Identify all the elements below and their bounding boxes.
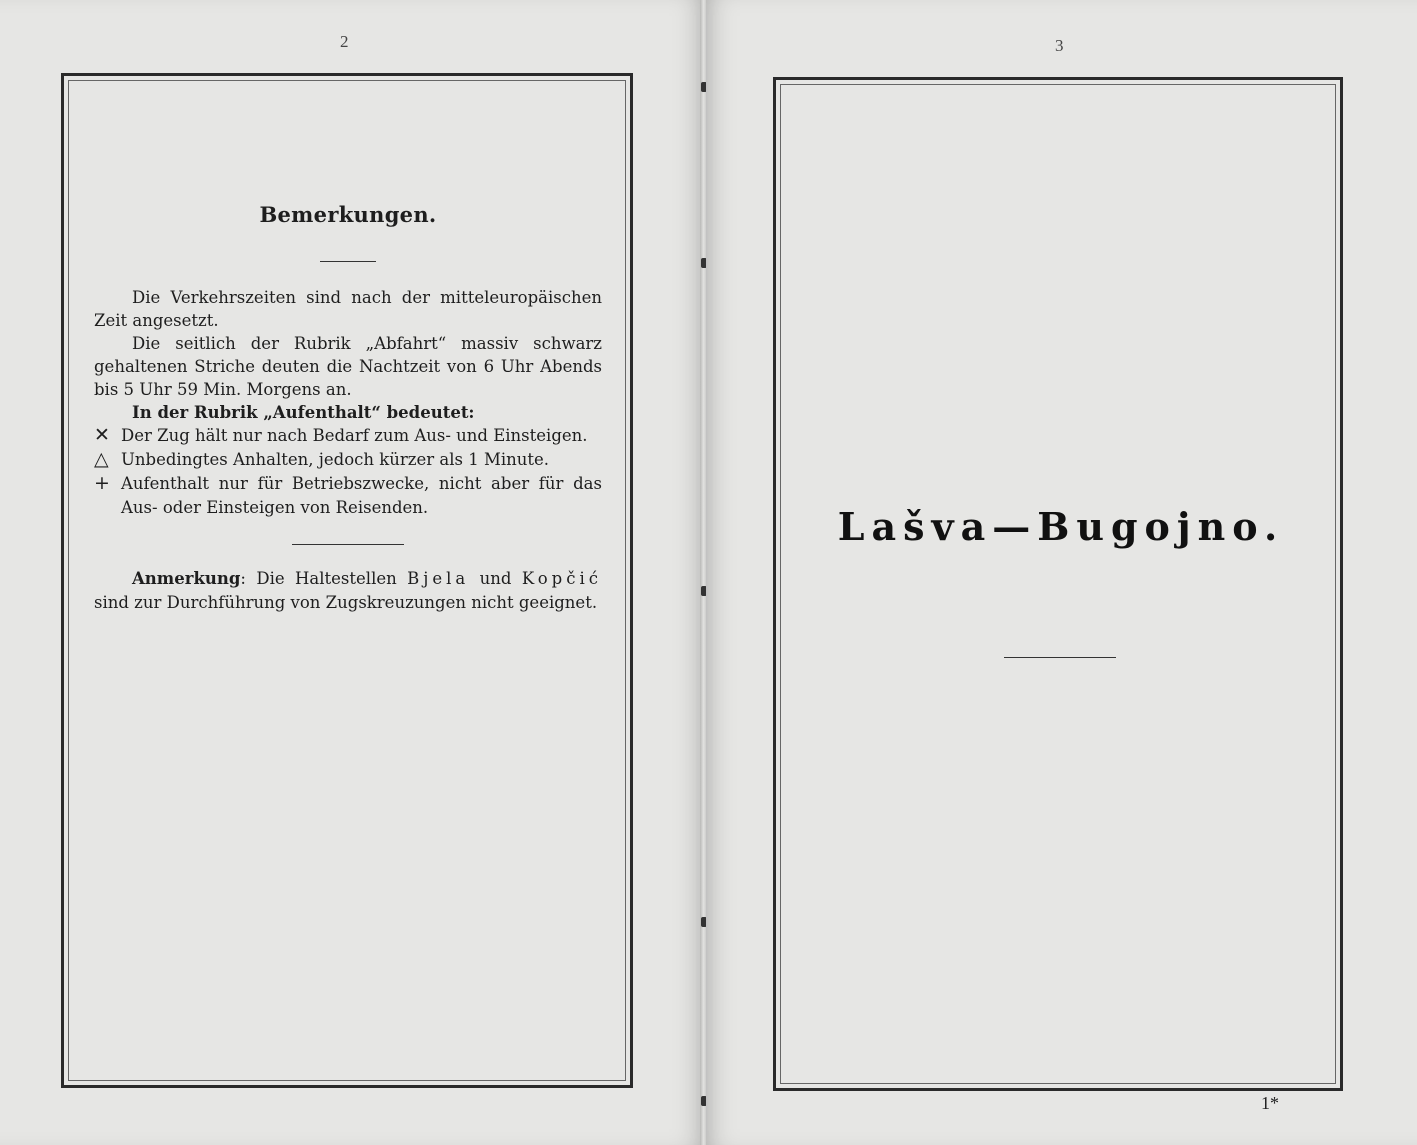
mark-definition-text: Unbedingtes Anhalten, jedoch kürzer als 1 Minute. [121, 450, 550, 469]
note-text-2: und [469, 569, 522, 588]
right-page-inner-frame [780, 84, 1336, 1084]
note-stop-bjela: Bjela [407, 569, 470, 588]
route-title: Lašva—Bugojno. [837, 504, 1285, 549]
remarks-heading: Bemerkungen. [259, 202, 437, 227]
right-page [706, 0, 1417, 1145]
note-paragraph [94, 567, 602, 615]
mark-definition-short-stop [94, 448, 602, 472]
remarks-section [94, 202, 602, 615]
right-page-frame [773, 77, 1343, 1091]
mark-definition-operational-stop [94, 472, 602, 520]
plus-mark-icon: + [94, 472, 110, 494]
cross-mark-icon: ✕ [94, 424, 110, 446]
remarks-paragraph-1: Die Verkehrszeiten sind nach der mitteleuropäischen Zeit angesetzt. [94, 288, 602, 330]
remarks-paragraph-3: In der Rubrik „Aufenthalt“ bedeutet: [132, 403, 475, 422]
note-text-3: sind zur Durchführung von Zugskreuzungen nicht geeignet. [94, 593, 598, 612]
divider-short [320, 261, 376, 262]
note-text-1: : Die Haltestellen [240, 569, 408, 588]
remarks-paragraph-2: Die seitlich der Rubrik „Abfahrt“ massiv schwarz gehaltenen Striche deuten die Nachtzeit von 6 Uhr Abends bis 5 Uhr 59 Min. Morgens an. [94, 334, 602, 399]
left-page [0, 0, 703, 1145]
note-stop-kopcic: Kopčić [521, 569, 602, 588]
triangle-mark-icon: △ [94, 448, 109, 470]
divider-medium [292, 544, 404, 545]
left-page-frame [61, 73, 633, 1088]
page-number-left: 2 [340, 32, 349, 51]
signature-mark: 1* [1261, 1093, 1279, 1113]
divider-right [1004, 657, 1116, 658]
note-label: Anmerkung [132, 569, 241, 588]
mark-definition-text: Der Zug hält nur nach Bedarf zum Aus- und Einsteigen. [121, 426, 588, 445]
mark-definition-request-stop [94, 424, 602, 448]
mark-definition-text: Aufenthalt nur für Betriebszwecke, nicht aber für das Aus- oder Einsteigen von Reisenden. [121, 474, 602, 517]
page-number-right: 3 [1055, 36, 1064, 55]
